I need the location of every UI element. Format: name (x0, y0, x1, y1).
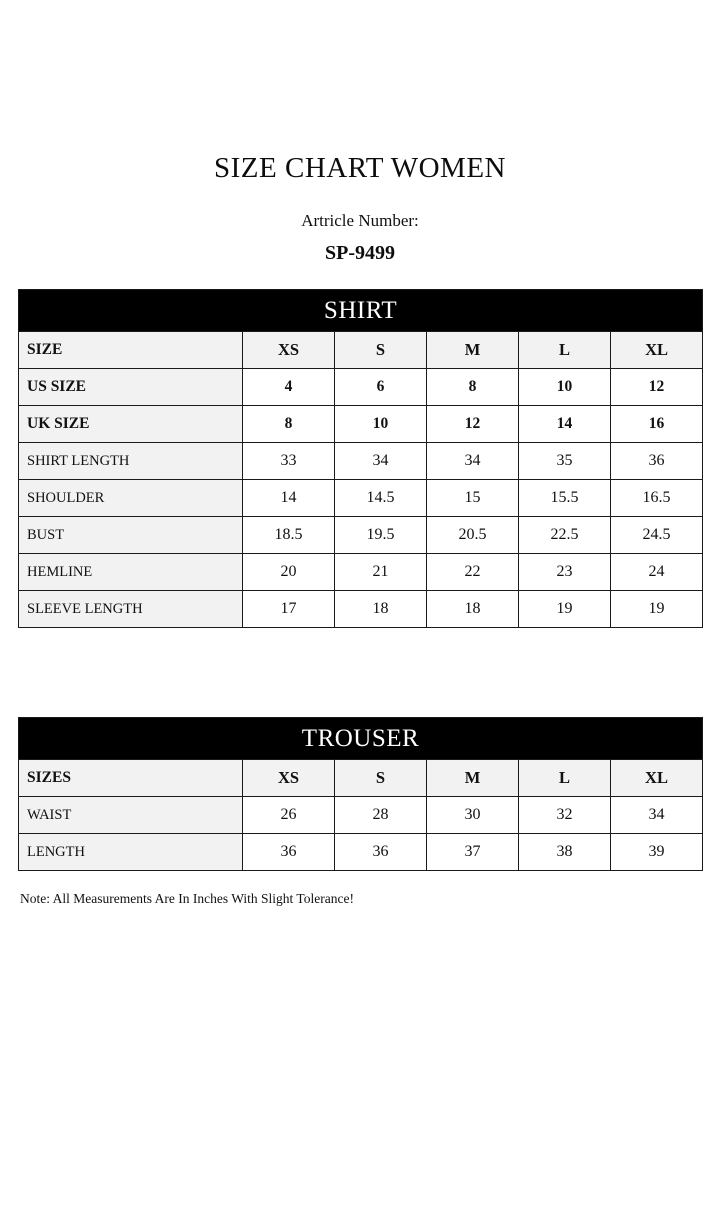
row-value: 20 (243, 554, 335, 591)
shirt-header-cell: M (427, 332, 519, 369)
row-value: 36 (335, 834, 427, 871)
shirt-header-cell: XS (243, 332, 335, 369)
trouser-header-cell: XS (243, 760, 335, 797)
table-row (19, 369, 703, 406)
row-label: SHIRT LENGTH (19, 443, 243, 480)
row-value: 8 (243, 406, 335, 443)
row-value: 34 (427, 443, 519, 480)
shirt-band-row (19, 290, 703, 332)
row-value: 32 (519, 797, 611, 834)
row-value: 37 (427, 834, 519, 871)
article-number-label: Artricle Number: (301, 211, 419, 230)
trouser-header-row (19, 760, 703, 797)
table-row (19, 591, 703, 628)
row-value: 24 (611, 554, 703, 591)
row-value: 14.5 (335, 480, 427, 517)
trouser-header-cell: S (335, 760, 427, 797)
row-label: SHOULDER (19, 480, 243, 517)
trouser-size-table (18, 717, 703, 871)
row-label: WAIST (19, 797, 243, 834)
row-value: 19.5 (335, 517, 427, 554)
row-value: 12 (611, 369, 703, 406)
row-value: 22 (427, 554, 519, 591)
row-value: 36 (243, 834, 335, 871)
row-value: 23 (519, 554, 611, 591)
row-value: 17 (243, 591, 335, 628)
trouser-header-cell: XL (611, 760, 703, 797)
row-label: UK SIZE (19, 406, 243, 443)
shirt-header-row (19, 332, 703, 369)
shirt-header-cell: L (519, 332, 611, 369)
row-label: LENGTH (19, 834, 243, 871)
row-label: SLEEVE LENGTH (19, 591, 243, 628)
trouser-band-label: TROUSER (19, 718, 703, 760)
shirt-header-cell: S (335, 332, 427, 369)
shirt-header-cell: XL (611, 332, 703, 369)
row-label: BUST (19, 517, 243, 554)
measurement-note: Note: All Measurements Are In Inches With Slight Tolerance! (20, 891, 354, 906)
row-value: 19 (519, 591, 611, 628)
table-row (19, 517, 703, 554)
row-value: 18.5 (243, 517, 335, 554)
row-value: 15.5 (519, 480, 611, 517)
row-value: 38 (519, 834, 611, 871)
row-value: 16.5 (611, 480, 703, 517)
row-value: 12 (427, 406, 519, 443)
trouser-band-row (19, 718, 703, 760)
row-value: 18 (427, 591, 519, 628)
row-value: 18 (335, 591, 427, 628)
table-row (19, 834, 703, 871)
page-title: SIZE CHART WOMEN (214, 152, 506, 184)
row-value: 22.5 (519, 517, 611, 554)
row-value: 33 (243, 443, 335, 480)
row-value: 14 (243, 480, 335, 517)
shirt-header-label: SIZE (19, 332, 243, 369)
trouser-header-cell: M (427, 760, 519, 797)
row-value: 34 (611, 797, 703, 834)
row-label: HEMLINE (19, 554, 243, 591)
row-value: 8 (427, 369, 519, 406)
shirt-band-label: SHIRT (19, 290, 703, 332)
row-value: 39 (611, 834, 703, 871)
article-number-value: SP-9499 (325, 242, 395, 264)
row-value: 10 (519, 369, 611, 406)
row-value: 30 (427, 797, 519, 834)
shirt-size-table (18, 289, 703, 628)
row-value: 4 (243, 369, 335, 406)
table-row (19, 406, 703, 443)
row-value: 26 (243, 797, 335, 834)
row-value: 6 (335, 369, 427, 406)
row-value: 35 (519, 443, 611, 480)
row-value: 36 (611, 443, 703, 480)
table-row (19, 554, 703, 591)
row-value: 15 (427, 480, 519, 517)
table-row (19, 443, 703, 480)
row-value: 34 (335, 443, 427, 480)
trouser-header-label: SIZES (19, 760, 243, 797)
row-value: 20.5 (427, 517, 519, 554)
row-value: 19 (611, 591, 703, 628)
table-row (19, 797, 703, 834)
size-chart-page (0, 152, 720, 1232)
trouser-header-cell: L (519, 760, 611, 797)
row-value: 16 (611, 406, 703, 443)
row-value: 14 (519, 406, 611, 443)
row-value: 28 (335, 797, 427, 834)
table-row (19, 480, 703, 517)
row-value: 21 (335, 554, 427, 591)
row-value: 10 (335, 406, 427, 443)
row-value: 24.5 (611, 517, 703, 554)
row-label: US SIZE (19, 369, 243, 406)
